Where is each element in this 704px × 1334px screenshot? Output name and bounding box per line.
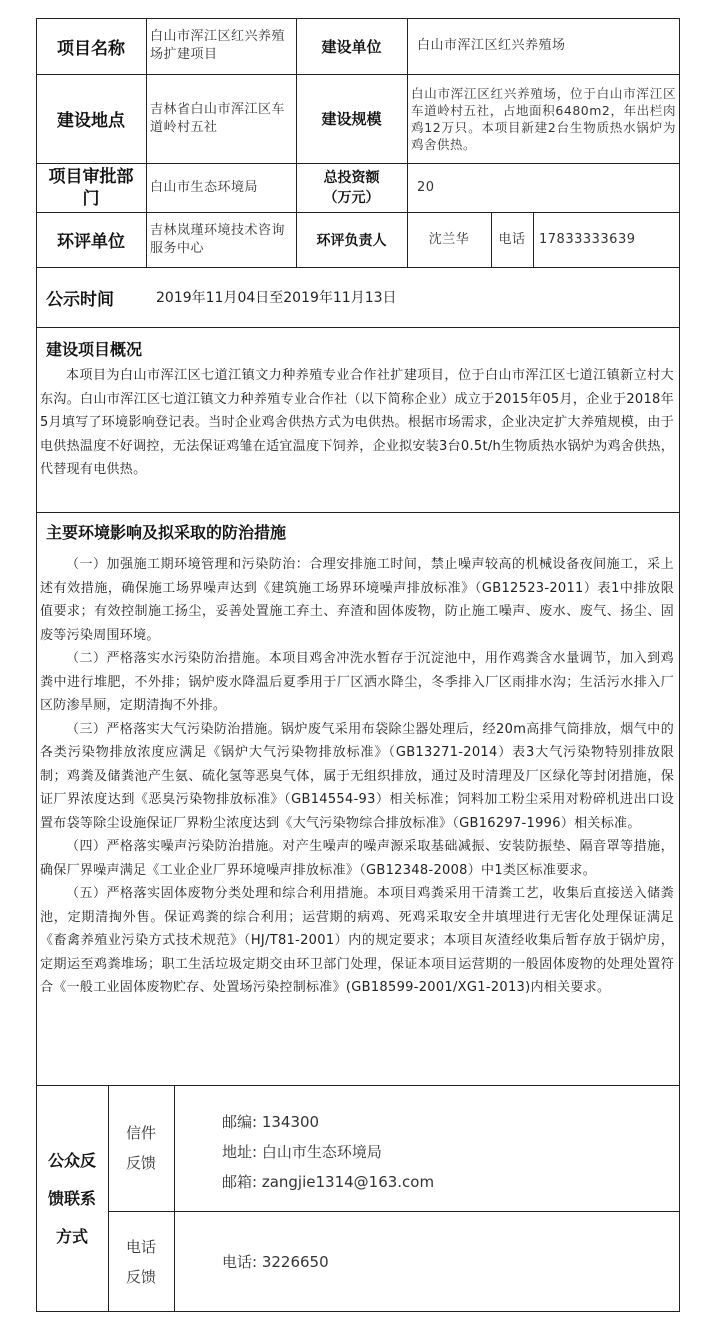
eia-unit-label: 环评单位 <box>57 232 125 252</box>
rule <box>36 512 680 513</box>
feedback-phone: 电话: 3226650 <box>222 1252 329 1271</box>
rule <box>36 327 680 328</box>
approval-label: 项目审批部门 <box>48 166 134 209</box>
phone-label: 电话 <box>498 231 526 247</box>
phone-value: 17833333639 <box>539 231 636 247</box>
project-name-value: 白山市浑江区红兴养殖场扩建项目 <box>150 29 286 62</box>
publicity-time-value: 2019年11月04日至2019年11月13日 <box>156 290 397 306</box>
letter-feedback-label: 信件反馈 <box>125 1124 156 1172</box>
overview-title: 建设项目概况 <box>46 339 143 359</box>
eia-unit-value: 吉林岚瑾环境技术咨询服务中心 <box>150 222 286 256</box>
rule <box>174 1085 175 1312</box>
email: 邮箱: zangjie1314@163.com <box>222 1173 435 1191</box>
overview-text: 本项目为白山市浑江区七道江镇文力种养殖专业合作社扩建项目，位于白山市浑江区七道江镇新立村大东沟。白山市浑江区七道江镇文力种养殖专业合作社（以下简称企业）成立于2015年05月，企业于2018年5月填写了环境影响登记表。当时企业鸡舍供热方式为电供热。根据市场需求，企业决定扩大养殖规模，由于电供热温度不好调控，无法保证鸡雏在适宜温度下饲养，企业拟安装3台0.5t/h生物质热水锅炉为鸡舍供热，代替现有电供热。 <box>40 368 674 477</box>
eia-responsible-label: 环评负责人 <box>316 232 387 249</box>
eia-responsible-value: 沈兰华 <box>428 231 470 247</box>
measure-air: （三）严格落实大气污染防治措施。锅炉废气采用布袋除尘器处理后，经20m高排气筒排放，烟气中的各类污染物排放浓度应满足《锅炉大气污染物排放标准》（GB13271-2014）表3大气污染物特别排放限制；鸡粪及储粪池产生氨、硫化氢等恶臭气体，属于无组织排放，通过及时清理及厂区绿化等封闭措施，保证厂界浓度达到《恶臭污染物排放标准》（GB14554-93）相关标准；饲料加工粉尘采用对粉碎机进出口设置布袋等除尘设施保证厂界粉尘浓度达到《大气污染物综合排放标准》（GB16297-1996）相关标准。 <box>40 721 674 831</box>
construction-unit-value: 白山市浑江区红兴养殖场 <box>417 38 566 53</box>
location-value: 吉林省白山市浑江区车道岭村五社 <box>150 101 286 135</box>
location-label: 建设地点 <box>57 111 125 131</box>
address: 地址: 白山市生态环境局 <box>222 1143 382 1161</box>
measure-solid-waste: （五）严格落实固体废物分类处理和综合利用措施。本项目鸡粪采用干清粪工艺，收集后直接送入储粪池，定期清掏外售。保证鸡粪的综合利用；运营期的病鸡、死鸡采取安全井填埋进行无害化处理保证满足《畜禽养殖业污染方式技术规范》（HJ/T81-2001）内的规定要求；本项目灰渣经收集后暂存放于锅炉房，定期运至鸡粪堆场；职工生活垃圾定期交由环卫部门处理，保证本项目运营期的一般固体废物的处理处置符合《一般工业固体废物贮存、处置场污染控制标准》(GB18599-2001/XG1-2013)内相关要求。 <box>40 886 674 995</box>
postcode: 邮编: 134300 <box>222 1113 320 1131</box>
measure-noise: （四）严格落实噪声污染防治措施。对产生噪声的噪声源采取基础减振、安装防振垫、隔音罩等措施，确保厂界噪声满足《工业企业厂界环境噪声排放标准》（GB12348-2008）中1类区标准要求。 <box>40 839 674 878</box>
phone-feedback-label: 电话反馈 <box>125 1237 156 1286</box>
measures-title: 主要环境影响及拟采取的防治措施 <box>46 522 287 542</box>
construction-unit-label: 建设单位 <box>321 37 382 56</box>
letter-feedback-details <box>222 1107 672 1197</box>
measure-water: （二）严格落实水污染防治措施。本项目鸡舍冲洗水暂存于沉淀池中，用作鸡粪含水量调节，加入到鸡粪中进行堆肥，不外排；锅炉废水降温后夏季用于厂区洒水降尘，冬季排入厂区雨排水沟；生活污水排入厂区防渗旱厕，定期清掏不外排。 <box>40 651 674 713</box>
project-name-label: 项目名称 <box>57 38 125 59</box>
approval-value: 白山市生态环境局 <box>150 179 259 195</box>
investment-value: 20 <box>417 179 435 195</box>
publicity-time-label: 公示时间 <box>46 289 114 310</box>
feedback-title: 公众反馈联系方式 <box>47 1150 96 1246</box>
scale-value: 白山市浑江区红兴养殖场，位于白山市浑江区车道岭村五社，占地面积6480m2，年出栏肉鸡12万只。本项目新建2台生物质热水锅炉为鸡舍供热。 <box>411 85 676 152</box>
measure-construction: （一）加强施工期环境管理和污染防治：合理安排施工时间，禁止噪声较高的机械设备夜间施工，采上述有效措施，确保施工场界噪声达到《建筑施工场界环境噪声排放标准》（GB12523-2011）表1中排放限值要求；有效控制施工扬尘，妥善处置施工弃土、弃渣和固体废物，防止施工噪声、废水、废气、扬尘、固废等污染周围环境。 <box>40 557 674 643</box>
scale-label: 建设规模 <box>321 110 382 128</box>
investment-label: 总投资额（万元） <box>323 169 380 206</box>
measures-body <box>40 553 674 1000</box>
